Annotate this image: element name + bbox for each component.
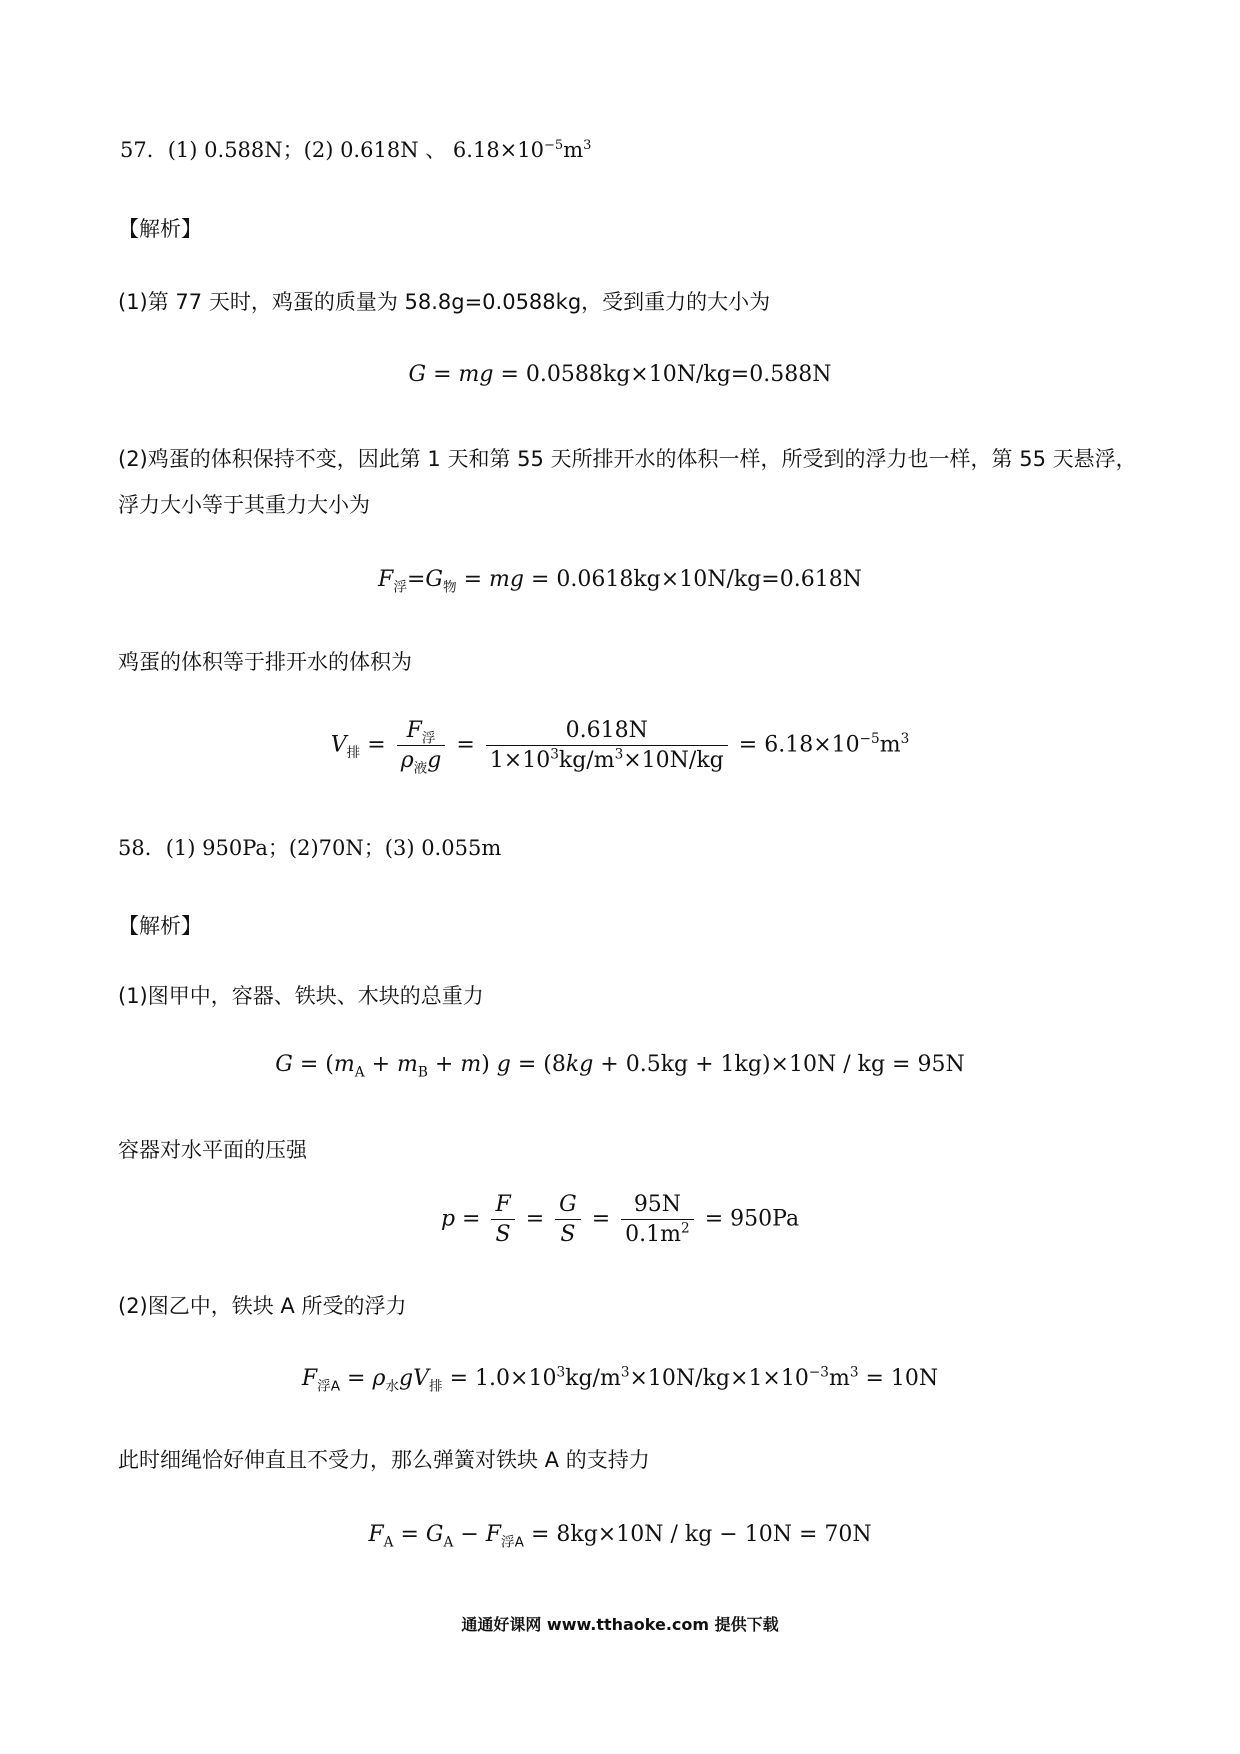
q58-paragraph-2: 容器对水平面的压强 [118, 1138, 307, 1162]
q57-paragraph-3: 鸡蛋的体积等于排开水的体积为 [118, 650, 412, 674]
q58-analysis-label: 【解析】 [118, 914, 202, 938]
fraction-G-over-S: $\frac{G}{S}$ [555, 1192, 581, 1247]
q58-paragraph-4: 此时细绳恰好伸直且不受力，那么弹簧对铁块 A 的支持力 [118, 1448, 650, 1472]
q58-answer: 58．(1) 950Pa；(2)70N；(3) 0.055m [118, 836, 502, 860]
fraction-95N-over-area: $\frac{95N}{0.1m^2}$ [621, 1192, 694, 1247]
q58-paragraph-3: (2)图乙中，铁块 A 所受的浮力 [118, 1294, 407, 1318]
q57-answer: 57．(1) 0.588N；(2) 0.618N 、 $6.18\times 10^{-5}m^3$ [120, 138, 592, 162]
q58-equation-2: p = $\frac{F}{S}$ = $\frac{G}{S}$ = $\frac{95N}{0.1m^2}$ = 950Pa [440, 1192, 800, 1247]
q57-paragraph-2b: 浮力大小等于其重力大小为 [118, 493, 370, 517]
q57-equation-1: G = mg = 0.0588kg×10N/kg=0.588N [408, 362, 832, 387]
q58-equation-1: $G = (m_A + m_B + m) g = (8kg + 0.5kg + 1kg)\times 10N$ / kg = 95N [275, 1052, 965, 1081]
fraction-buoyancy-over-rho-g: $\frac{F_浮}{\rho_液g}$ [397, 718, 446, 773]
q58-equation-3: $F_{浮A} = \rho_水gV_排 = 1.0\times 10^3kg/m^3\times 10N/kg\times 1\times 10^{-3}m^3 = 10N$ [301, 1364, 939, 1395]
fraction-F-over-S: $\frac{F}{S}$ [491, 1192, 514, 1247]
q57-paragraph-1: (1)第 77 天时，鸡蛋的质量为 58.8g=0.0588kg，受到重力的大小为 [118, 290, 771, 314]
q57-analysis-label: 【解析】 [118, 217, 202, 241]
q58-equation-4: $F_A = G_A - F_{浮A} = 8kg\times 10N$ / kg − 10N = 70N [368, 1522, 872, 1551]
q57-equation-2: $F_浮=G_物$ = mg = 0.0618kg×10N/kg=0.618N [378, 567, 862, 596]
q57-paragraph-2a: (2)鸡蛋的体积保持不变，因此第 1 天和第 55 天所排开水的体积一样，所受到的浮力也一样，第 55 天悬浮， [118, 447, 1137, 471]
page-footer: 通通好课网 www.tthaoke.com 提供下载 [461, 1615, 779, 1634]
fraction-numeric: $\frac{0.618N}{1\times 10^3kg/m^3\times 10N/kg}$ [486, 718, 728, 773]
q58-paragraph-1: (1)图甲中，容器、铁块、木块的总重力 [118, 984, 484, 1008]
q57-equation-3: $V_排$ = $\frac{F_浮}{\rho_液g}$ = $\frac{0.618N}{1\times 10^3kg/m^3\times 10N/kg}$ = $6.18\times 10^{-5}m^3$ [330, 718, 910, 777]
